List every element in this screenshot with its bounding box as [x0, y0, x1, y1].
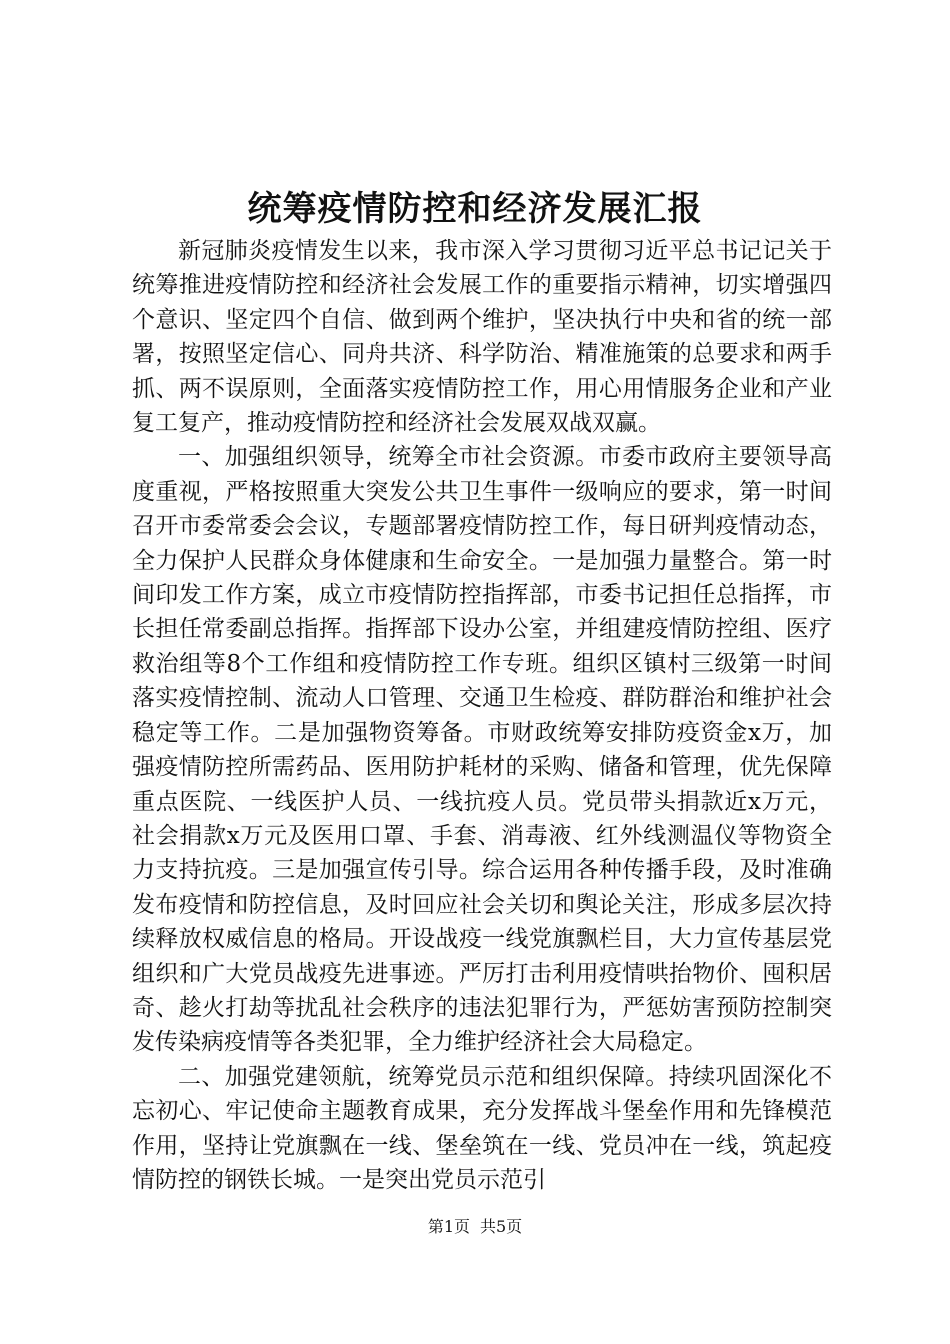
page-number: 第1页: [427, 1217, 470, 1236]
paragraph-intro: 新冠肺炎疫情发生以来，我市深入学习贯彻习近平总书记记关于统筹推进疫情防控和经济社会发展工作的重要指示精神，切实增强四个意识、坚定四个自信、做到两个维护，坚决执行中央和省的统一部署，按照坚定信心、同舟共济、科学防治、精准施策的总要求和两手抓、两不误原则，全面落实疫情防控工作，用心用情服务企业和产业复工复产，推动疫情防控和经济社会发展双战双赢。: [132, 238, 832, 437]
paragraph-section-2: 二、加强党建领航，统筹党员示范和组织保障。持续巩固深化不忘初心、牢记使命主题教育成果，充分发挥战斗堡垒作用和先锋模范作用，坚持让党旗飘在一线、堡垒筑在一线、党员冲在一线，筑起疫情防控的钢铁长城。一是突出党员示范引: [132, 1063, 832, 1193]
paragraph-section-1: 一、加强组织领导，统筹全市社会资源。市委市政府主要领导高度重视，严格按照重大突发公共卫生事件一级响应的要求，第一时间召开市委常委会会议，专题部署疫情防控工作，每日研判疫情动态，全力保护人民群众身体健康和生命安全。一是加强力量整合。第一时间印发工作方案，成立市疫情防控指挥部，市委书记担任总指挥，市长担任常委副总指挥。指挥部下设办公室，并组建疫情防控组、医疗救治组等8个工作组和疫情防控工作专班。组织区镇村三级第一时间落实疫情控制、流动人口管理、交通卫生检疫、群防群治和维护社会稳定等工作。二是加强物资筹备。市财政统筹安排防疫资金x万，加强疫情防控所需药品、医用防护耗材的采购、储备和管理，优先保障重点医院、一线医护人员、一线抗疫人员。党员带头捐款近x万元，社会捐款x万元及医用口罩、手套、消毒液、红外线测温仪等物资全力支持抗疫。三是加强宣传引导。综合运用各种传播手段，及时准确发布疫情和防控信息，及时回应社会关切和舆论关注，形成多层次持续释放权威信息的格局。开设战疫一线党旗飘栏目，大力宣传基层党组织和广大党员战疫先进事迹。严厉打击利用疫情哄抬物价、囤积居奇、趁火打劫等扰乱社会秩序的违法犯罪行为，严惩妨害预防控制突发传染病疫情等各类犯罪，全力维护经济社会大局稳定。: [132, 444, 832, 1056]
page-total: 共5页: [480, 1217, 523, 1236]
document-title: 统筹疫情防控和经济发展汇报: [247, 189, 703, 229]
page-footer: [0, 1215, 950, 1239]
document-body: [132, 234, 832, 1197]
